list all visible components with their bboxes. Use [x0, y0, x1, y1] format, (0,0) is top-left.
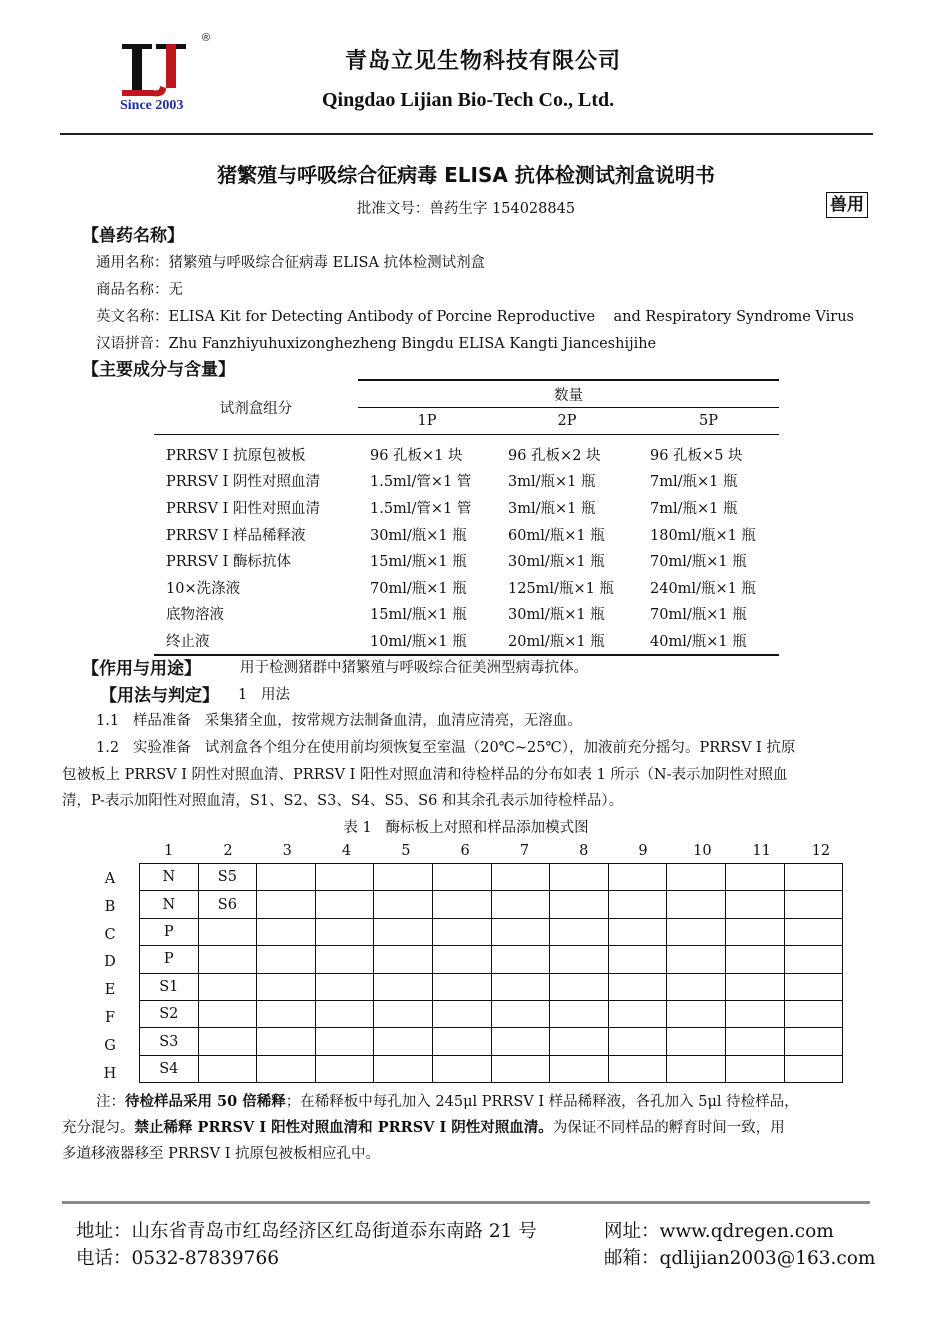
plate-well [257, 1028, 316, 1055]
component-p2-cell: 30ml/瓶×1 瓶 [508, 607, 605, 624]
plate-well [198, 1055, 257, 1082]
plate-well [667, 1028, 726, 1055]
plate-well [667, 891, 726, 918]
plate-well [550, 1055, 609, 1082]
plate-well [257, 918, 316, 945]
note-bold-dilution: 待检样品采用 50 倍稀释 [125, 1093, 286, 1110]
component-p5-cell: 40ml/瓶×1 瓶 [638, 627, 779, 655]
plate-well [608, 1055, 667, 1082]
component-p2-cell: 20ml/瓶×1 瓶 [496, 627, 638, 655]
plate-well [198, 946, 257, 973]
plate-column-header: 12 [811, 843, 831, 859]
table-caption: 表 1 酶标板上对照和样品添加模式图 [343, 820, 589, 836]
note-text2: 充分混匀。 [62, 1120, 135, 1136]
plate-column-header: 6 [460, 843, 470, 859]
component-p2-cell: 125ml/瓶×1 瓶 [508, 580, 614, 597]
plate-well [374, 1055, 433, 1082]
plate-well [784, 1055, 843, 1082]
plate-well: S4 [140, 1055, 199, 1082]
plate-layout-table [139, 863, 843, 1083]
plate-row-label: B [104, 898, 116, 915]
plate-well [550, 973, 609, 1000]
section-heading-method: 【用法与判定】 [100, 686, 219, 706]
header-5p: 5P [638, 408, 779, 435]
plate-well [550, 864, 609, 891]
plate-well [257, 946, 316, 973]
plate-row [140, 891, 843, 918]
plate-row [140, 1028, 843, 1055]
plate-well [667, 946, 726, 973]
trade-name: 商品名称：无 [96, 282, 183, 298]
plate-well [198, 918, 257, 945]
component-name-cell: 底物溶液 [166, 607, 224, 624]
component-p1-cell: 15ml/瓶×1 瓶 [370, 554, 467, 571]
plate-well [784, 918, 843, 945]
plate-well [725, 864, 784, 891]
note-line3 [62, 1141, 874, 1167]
plate-well [315, 1000, 374, 1027]
plate-row [140, 1055, 843, 1082]
experiment-prep-line2: 包被板上 PRRSV I 阴性对照血清、PRRSV I 阳性对照血清和待检样品的分布如表 1 所示（N-表示加阴性对照血 [62, 767, 788, 783]
plate-well [725, 918, 784, 945]
component-p2-cell: 3ml/瓶×1 瓶 [508, 474, 596, 491]
plate-column-header: 1 [164, 843, 174, 859]
plate-well [608, 891, 667, 918]
plate-well [550, 891, 609, 918]
plate-well: S3 [140, 1028, 199, 1055]
component-p1-cell: 1.5ml/管×1 管 [370, 500, 472, 517]
plate-well [491, 1000, 550, 1027]
plate-column-header: 3 [282, 843, 292, 859]
plate-well: S6 [198, 891, 257, 918]
document-title: 猪繁殖与呼吸综合征病毒 ELISA 抗体检测试剂盒说明书 [217, 163, 715, 187]
section-heading-name: 【兽药名称】 [82, 226, 184, 246]
note-line2 [62, 1115, 874, 1141]
component-row [154, 547, 779, 574]
plate-well [491, 864, 550, 891]
plate-row [140, 973, 843, 1000]
header-divider [60, 133, 873, 135]
plate-well [784, 1028, 843, 1055]
note-bold-prohibit: 禁止稀释 PRRSV I 阳性对照血清和 PRRSV I 阴性对照血清。 [134, 1119, 553, 1136]
footer-phone: 电话：0532-87839766 [76, 1248, 279, 1269]
plate-well [784, 891, 843, 918]
components-table [154, 379, 779, 656]
plate-well: S1 [140, 973, 199, 1000]
plate-row-label: A [104, 871, 116, 887]
component-p1-cell: 15ml/瓶×1 瓶 [370, 607, 467, 624]
component-p2-cell: 3ml/瓶×1 瓶 [508, 500, 596, 517]
plate-row [140, 946, 843, 973]
plate-row [140, 918, 843, 945]
plate-well [257, 1055, 316, 1082]
component-p5-cell: 180ml/瓶×1 瓶 [650, 527, 756, 544]
plate-row [140, 1000, 843, 1027]
dilution-note [62, 1089, 874, 1167]
component-row [154, 468, 779, 495]
plate-row [140, 864, 843, 891]
plate-row-label: D [104, 954, 116, 971]
use-text: 用于检测猪群中猪繁殖与呼吸综合征美洲型病毒抗体。 [240, 660, 588, 676]
header-quantity: 数量 [358, 380, 779, 408]
plate-well [374, 918, 433, 945]
plate-well [257, 864, 316, 891]
plate-well [608, 918, 667, 945]
plate-well [315, 1055, 374, 1082]
plate-well [315, 1028, 374, 1055]
plate-well [432, 1055, 491, 1082]
plate-well [784, 1000, 843, 1027]
component-name-cell: PRRSV I 酶标抗体 [166, 554, 291, 571]
plate-well [491, 918, 550, 945]
plate-well [315, 891, 374, 918]
plate-well [608, 973, 667, 1000]
note-text4: 多道移液器移至 PRRSV I 抗原包被板相应孔中。 [62, 1146, 381, 1162]
plate-well [432, 1028, 491, 1055]
experiment-prep-line3: 清，P-表示加阳性对照血清，S1、S2、S3、S4、S5、S6 和其余孔表示加待检样品）。 [62, 793, 624, 809]
note-text1: ；在稀释板中每孔加入 245μl PRRSV I 样品稀释液，各孔加入 5μl 待检样品， [285, 1094, 799, 1110]
component-p5-cell: 7ml/瓶×1 瓶 [650, 474, 738, 491]
plate-well: S5 [198, 864, 257, 891]
component-name-cell: PRRSV I 抗原包被板 [166, 447, 306, 464]
experiment-prep-line1: 1.2 实验准备 试剂盒各个组分在使用前均须恢复至室温（20℃~25℃），加液前充分摇匀。PRRSV I 抗原 [96, 740, 796, 756]
plate-well [667, 918, 726, 945]
plate-column-header: 5 [401, 843, 411, 859]
plate-well [725, 1000, 784, 1027]
plate-well [315, 918, 374, 945]
section-heading-use: 【作用与用途】 [82, 659, 201, 679]
component-p2-cell: 60ml/瓶×1 瓶 [508, 527, 605, 544]
component-p5-cell: 70ml/瓶×1 瓶 [650, 607, 747, 624]
plate-well: N [140, 891, 199, 918]
plate-well [550, 918, 609, 945]
english-name: 英文名称：ELISA Kit for Detecting Antibody of Porcine Reproductive and Respiratory Syndrome Virus [96, 309, 854, 325]
plate-well [550, 1028, 609, 1055]
plate-well [432, 891, 491, 918]
section-heading-components: 【主要成分与含量】 [82, 360, 235, 380]
header-1p: 1P [358, 408, 496, 435]
logo-mark-icon [122, 40, 202, 100]
plate-well [432, 973, 491, 1000]
plate-well [315, 864, 374, 891]
company-name-cn: 青岛立见生物科技有限公司 [345, 49, 622, 74]
plate-well [550, 946, 609, 973]
approval-number: 批准文号：兽药生字 154028845 [356, 201, 576, 217]
company-logo [118, 34, 218, 120]
plate-well [667, 1055, 726, 1082]
plate-row-label: E [104, 982, 116, 999]
component-p1-cell: 70ml/瓶×1 瓶 [370, 580, 467, 597]
component-p1-cell: 30ml/瓶×1 瓶 [370, 527, 467, 544]
pinyin-name: 汉语拼音：Zhu Fanzhiyuhuxizonghezheng Bingdu ELISA Kangti Jianceshijihe [96, 336, 657, 352]
component-p5-cell: 240ml/瓶×1 瓶 [650, 580, 756, 597]
plate-well [198, 1028, 257, 1055]
plate-row-label: G [104, 1037, 116, 1054]
plate-well: S2 [140, 1000, 199, 1027]
plate-well [667, 864, 726, 891]
header-2p: 2P [496, 408, 638, 435]
plate-well [725, 1028, 784, 1055]
plate-well [491, 1028, 550, 1055]
component-name-cell: PRRSV I 阴性对照血清 [166, 474, 320, 491]
footer-website[interactable]: 网址：www.qdregen.com [604, 1221, 834, 1242]
footer-email[interactable]: 邮箱：qdlijian2003@163.com [604, 1248, 876, 1269]
component-row [154, 521, 779, 548]
plate-well: P [140, 918, 199, 945]
plate-well [491, 1055, 550, 1082]
plate-well: P [140, 946, 199, 973]
component-p1-cell: 10ml/瓶×1 瓶 [358, 627, 496, 655]
plate-well [725, 973, 784, 1000]
plate-column-header: 7 [519, 843, 530, 859]
plate-well [725, 946, 784, 973]
component-row [154, 627, 779, 655]
plate-column-header: 9 [638, 843, 648, 859]
plate-well [550, 1000, 609, 1027]
plate-well [432, 1000, 491, 1027]
plate-column-header: 8 [579, 843, 589, 859]
plate-column-header: 11 [752, 843, 771, 859]
plate-well [432, 864, 491, 891]
plate-well [257, 973, 316, 1000]
plate-row-label: C [104, 926, 116, 943]
plate-well [667, 973, 726, 1000]
plate-well [315, 946, 374, 973]
plate-well: N [140, 864, 199, 891]
plate-well [784, 946, 843, 973]
component-p5-cell: 96 孔板×5 块 [650, 447, 743, 464]
plate-well [608, 864, 667, 891]
plate-well [315, 973, 374, 1000]
plate-column-header: 4 [341, 843, 352, 859]
component-p2-cell: 96 孔板×2 块 [508, 447, 601, 464]
plate-column-header: 2 [223, 843, 233, 859]
plate-well [491, 891, 550, 918]
footer-address: 地址：山东省青岛市红岛经济区红岛街道忝东南路 21 号 [76, 1221, 537, 1242]
company-name-en: Qingdao Lijian Bio-Tech Co., Ltd. [322, 89, 615, 111]
plate-well [725, 891, 784, 918]
component-name-cell: PRRSV I 阳性对照血清 [166, 500, 320, 517]
registered-mark: ® [202, 32, 211, 44]
header-component: 试剂盒组分 [154, 380, 358, 435]
plate-well [608, 946, 667, 973]
plate-well [374, 1000, 433, 1027]
component-p2-cell: 30ml/瓶×1 瓶 [508, 554, 605, 571]
plate-well [257, 891, 316, 918]
footer-divider [62, 1201, 870, 1204]
note-line1 [62, 1089, 874, 1115]
generic-name: 通用名称：猪繁殖与呼吸综合征病毒 ELISA 抗体检测试剂盒 [96, 255, 486, 271]
note-prefix: 注： [96, 1094, 125, 1110]
note-text3: 为保证不同样品的孵育时间一致，用 [552, 1120, 785, 1136]
plate-well [667, 1000, 726, 1027]
component-p1-cell: 1.5ml/管×1 管 [370, 474, 472, 491]
plate-row-label: F [104, 1010, 116, 1026]
component-name-cell: PRRSV I 样品稀释液 [166, 527, 306, 544]
plate-well [198, 973, 257, 1000]
component-row [154, 435, 779, 468]
logo-since-text: Since 2003 [120, 98, 184, 113]
plate-well [432, 918, 491, 945]
plate-well [374, 891, 433, 918]
plate-well [198, 1000, 257, 1027]
component-name-cell: 终止液 [154, 627, 358, 655]
plate-well [608, 1028, 667, 1055]
plate-row-label: H [103, 1065, 117, 1082]
plate-well [374, 973, 433, 1000]
plate-column-header: 10 [693, 843, 712, 859]
component-row [154, 494, 779, 521]
component-name-cell: 10×洗涤液 [166, 580, 241, 597]
component-p5-cell: 7ml/瓶×1 瓶 [650, 500, 738, 517]
component-p1-cell: 96 孔板×1 块 [370, 447, 463, 464]
plate-well [257, 1000, 316, 1027]
plate-well [784, 973, 843, 1000]
plate-well [784, 864, 843, 891]
plate-well [432, 946, 491, 973]
method-subheading: 1 用法 [238, 687, 291, 703]
component-p5-cell: 70ml/瓶×1 瓶 [650, 554, 747, 571]
plate-well [608, 1000, 667, 1027]
plate-well [374, 864, 433, 891]
component-row [154, 574, 779, 601]
plate-well [491, 973, 550, 1000]
component-row [154, 601, 779, 628]
sample-prep: 1.1 样品准备 采集猪全血，按常规方法制备血清，血清应清亮，无溶血。 [96, 713, 582, 729]
plate-well [374, 1028, 433, 1055]
plate-well [491, 946, 550, 973]
veterinary-badge: 兽用 [826, 192, 868, 218]
plate-well [725, 1055, 784, 1082]
plate-well [374, 946, 433, 973]
